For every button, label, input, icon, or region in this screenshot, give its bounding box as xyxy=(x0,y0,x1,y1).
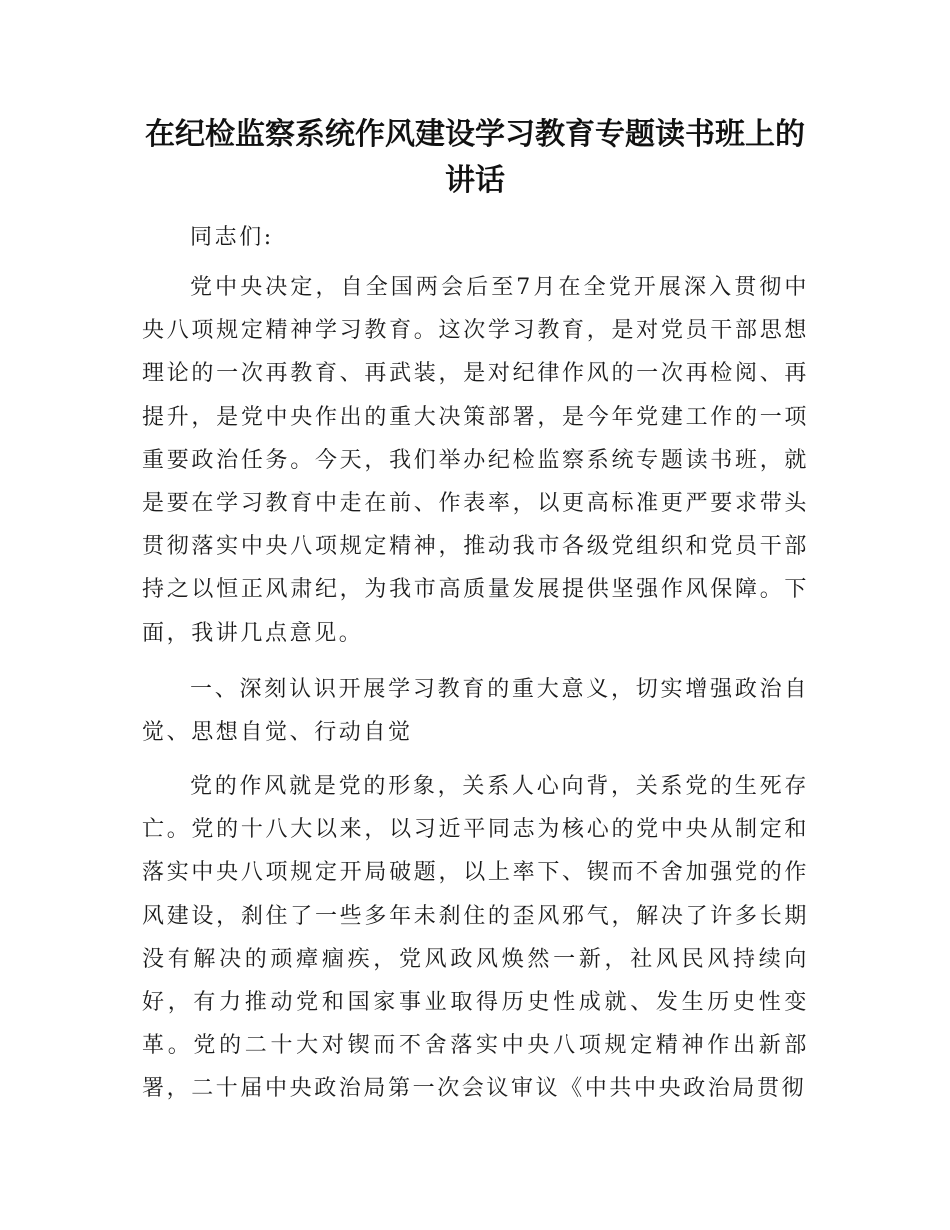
document-title: 在纪检监察系统作风建设学习教育专题读书班上的讲话 xyxy=(145,117,805,198)
section-heading-1: 一、深刻认识开展学习教育的重大意义，切实增强政治自觉、思想自觉、行动自觉 xyxy=(142,677,809,746)
paragraph-section-1: 党的作风就是党的形象，关系人心向背，关系党的生死存亡。党的十八大以来，以习近平同志为核心的党中央从制定和落实中央八项规定开局破题，以上率下、锲而不舍加强党的作风建设，刹住了一些多年未刹住的歪风邪气，解决了许多长期没有解决的顽瘴痼疾，党风政风焕然一新，社风民风持续向好，有力推动党和国家事业取得历史性成就、发生历史性变革。党的二十大对锲而不舍落实中央八项规定精神作出新部署，二十届中央政治局第一次会议审议《中共中央政治局贯彻 xyxy=(142,774,809,1102)
paragraph-intro: 党中央决定，自全国两会后至7月在全党开展深入贯彻中央八项规定精神学习教育。这次学习教育，是对党员干部思想理论的一次再教育、再武装，是对纪律作风的一次再检阅、再提升，是党中央作出的重大决策部署，是今年党建工作的一项重要政治任务。今天，我们举办纪检监察系统专题读书班，就是要在学习教育中走在前、作表率，以更高标准更严要求带头贯彻落实中央八项规定精神，推动我市各级党组织和党员干部持之以恒正风肃纪，为我市高质量发展提供坚强作风保障。下面，我讲几点意见。 xyxy=(142,275,809,646)
greeting: 同志们: xyxy=(190,225,274,250)
